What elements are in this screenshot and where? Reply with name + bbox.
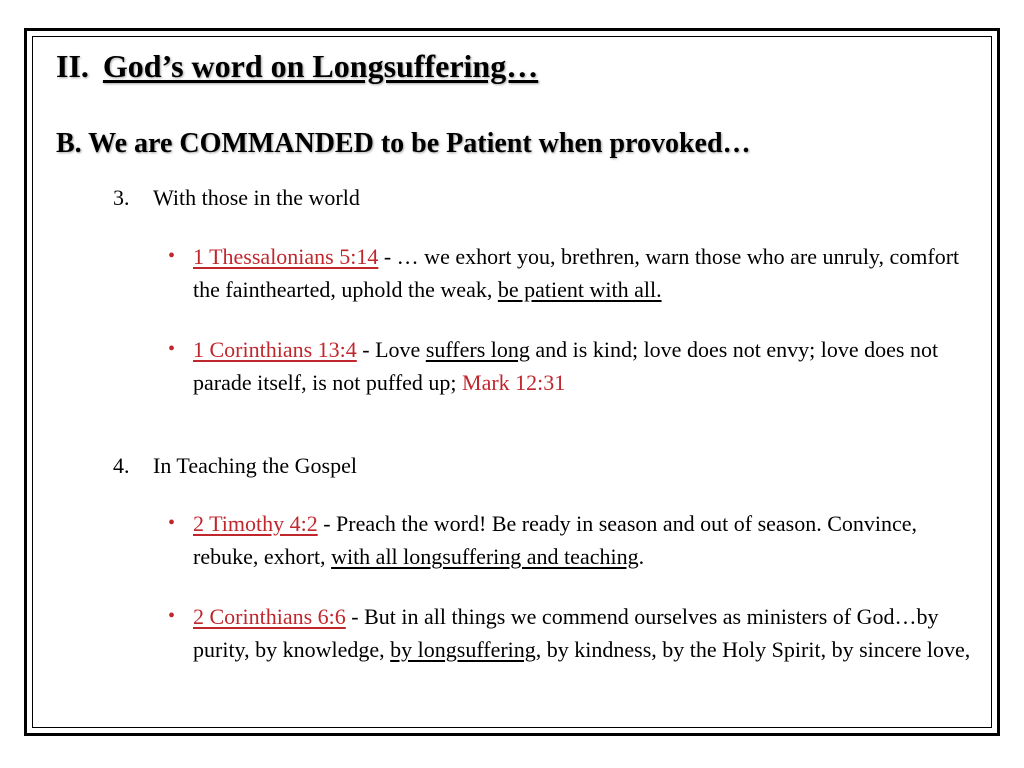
- bullet-dot-icon: •: [168, 512, 176, 534]
- bullet-2-corinthians: [168, 600, 978, 666]
- bullet-1-thessalonians: [168, 240, 978, 306]
- item-number: 4.: [113, 453, 130, 478]
- bullet-dot-icon: •: [168, 605, 176, 627]
- underlined-phrase: be patient with all.: [497, 277, 662, 302]
- bullet-text-segment: - Preach the word! Be ready in season and out of season. Convince, rebuke, exhort,: [193, 511, 918, 569]
- item-label: In Teaching the Gospel: [153, 453, 357, 478]
- bullet-text-segment: , by kindness, by the Holy Spirit, by sincere love,: [535, 637, 971, 662]
- bullet-text: [193, 507, 978, 573]
- numbered-item-4: [113, 453, 357, 479]
- heading-title: God’s word on Longsuffering…: [102, 48, 539, 84]
- scripture-reference-mark: Mark 12:31: [462, 370, 566, 395]
- bullet-dot-icon: •: [168, 245, 176, 267]
- bullet-text-segment: - But in all things we commend ourselves as ministers of God…by purity, by knowledge,: [193, 604, 939, 662]
- bullet-1-corinthians: [168, 333, 978, 399]
- scripture-reference[interactable]: 2 Corinthians 6:6: [193, 604, 346, 629]
- item-label: With those in the world: [153, 185, 360, 210]
- scripture-reference[interactable]: 2 Timothy 4:2: [193, 511, 318, 536]
- heading-numeral: II.: [56, 48, 89, 84]
- bullet-text-segment: .: [638, 544, 645, 569]
- slide-heading: [56, 48, 538, 85]
- item-number: 3.: [113, 185, 130, 210]
- slide-subheading: B. We are COMMANDED to be Patient when provoked…: [56, 128, 751, 159]
- underlined-phrase: suffers long: [425, 337, 530, 362]
- scripture-reference[interactable]: 1 Thessalonians 5:14: [193, 244, 379, 269]
- bullet-text-segment: and is kind; love does not envy; love does not parade itself, is not puffed up;: [193, 337, 939, 395]
- bullet-text: [193, 240, 978, 306]
- numbered-item-3: [113, 185, 360, 211]
- bullet-text: [193, 600, 978, 666]
- bullet-text: [193, 333, 978, 399]
- bullet-text-segment: - … we exhort you, brethren, warn those who are unruly, comfort the fainthearted, uphold the weak,: [193, 244, 960, 302]
- underlined-phrase: by longsuffering: [390, 637, 536, 662]
- bullet-text-segment: - Love: [356, 337, 426, 362]
- bullet-2-timothy: [168, 507, 978, 573]
- bullet-dot-icon: •: [168, 338, 176, 360]
- scripture-reference[interactable]: 1 Corinthians 13:4: [193, 337, 357, 362]
- underlined-phrase: with all longsuffering and teaching: [331, 544, 639, 569]
